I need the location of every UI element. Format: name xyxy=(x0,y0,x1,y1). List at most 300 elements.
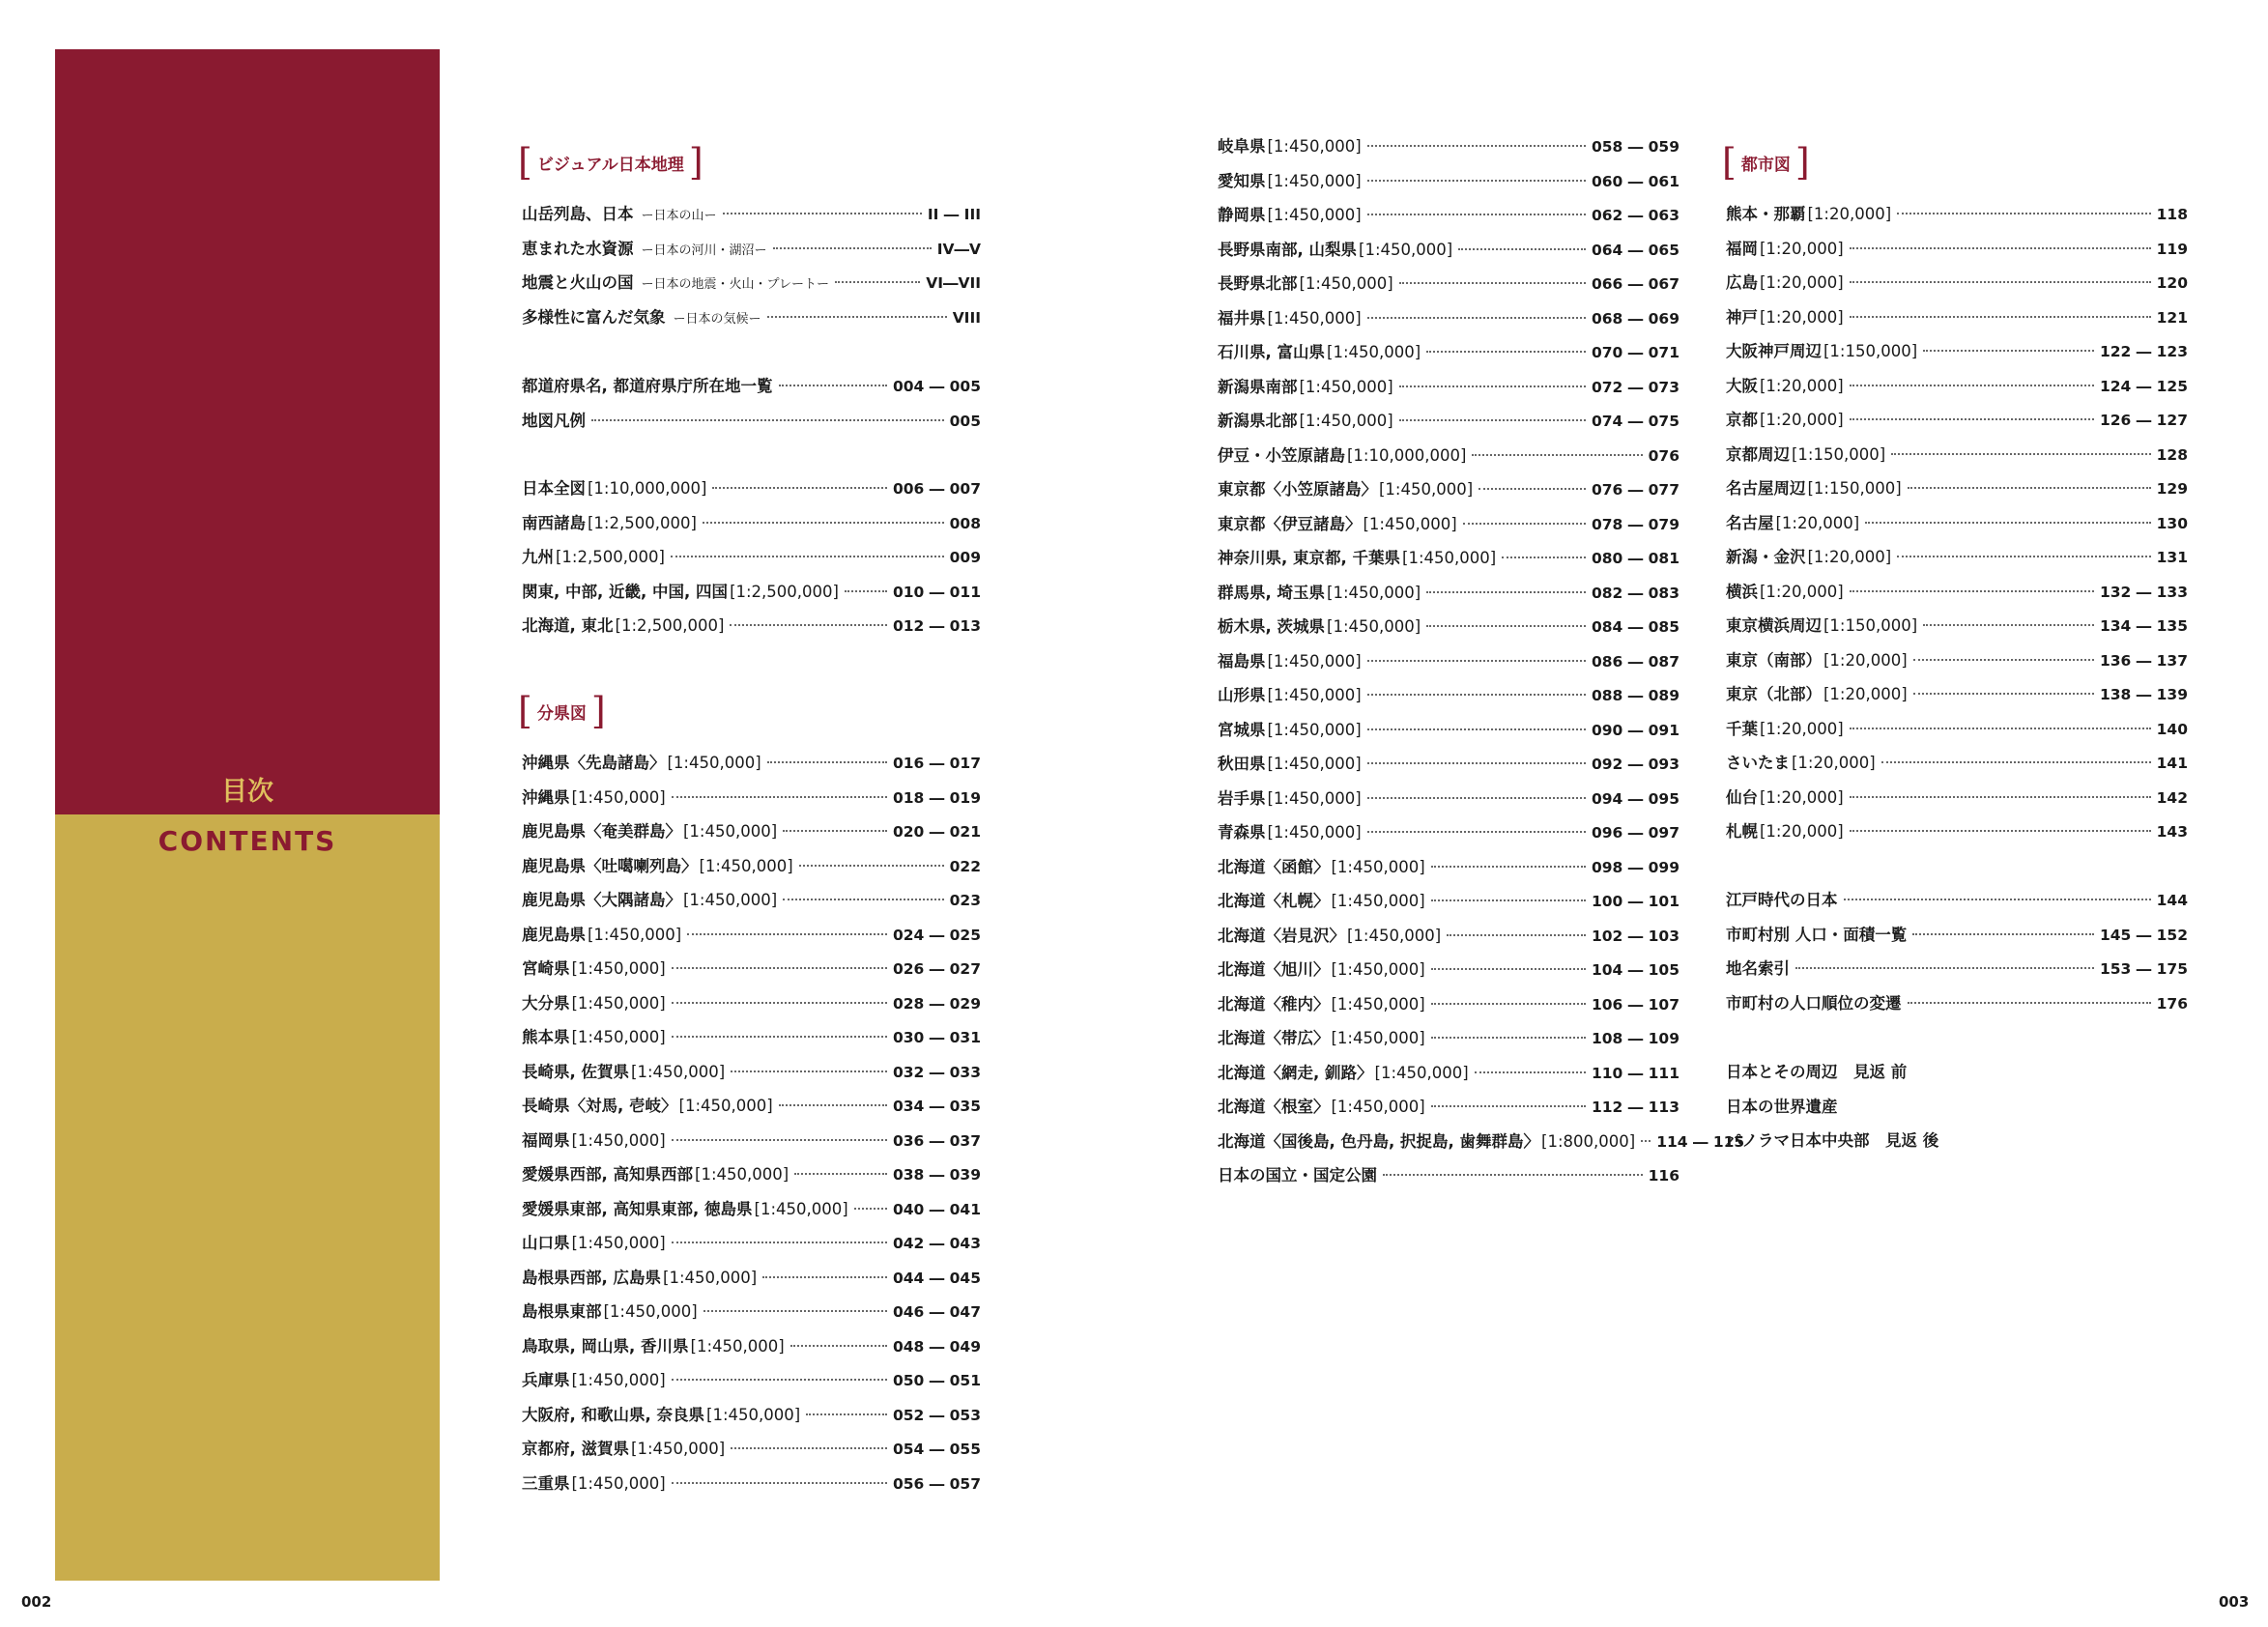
entry-title: 山口県 xyxy=(522,1234,570,1252)
entry-scale: [1:450,000] xyxy=(1267,206,1362,224)
toc-entry[interactable] xyxy=(1218,785,1679,811)
dot-leader xyxy=(1426,625,1586,627)
entry-page: 088 ― 089 xyxy=(1591,687,1679,704)
entry-title: 北海道〈稚内〉 xyxy=(1218,994,1330,1013)
entry-page: 106 ― 107 xyxy=(1591,995,1679,1013)
entry-page: 076 xyxy=(1648,446,1679,465)
toc-entry[interactable] xyxy=(522,510,981,535)
entry-page: 098 ― 099 xyxy=(1591,858,1679,876)
toc-entry[interactable] xyxy=(1218,1060,1679,1085)
toc-entry[interactable] xyxy=(522,1299,981,1324)
right-page-number: 003 xyxy=(2219,1593,2250,1611)
toc-entry[interactable] xyxy=(522,1161,981,1186)
entry-page: 128 xyxy=(2156,445,2188,464)
entry-scale: [1:450,000] xyxy=(571,787,666,807)
section-label: ビジュアル日本地理 xyxy=(536,155,684,175)
entry-title: 江戸時代の日本 xyxy=(1726,891,1838,909)
toc-entry[interactable] xyxy=(522,1436,981,1461)
entry-page: 008 xyxy=(949,514,981,532)
dot-leader xyxy=(1881,761,2151,763)
toc-entry[interactable] xyxy=(1726,956,2188,981)
entry-page: II ― III xyxy=(927,206,981,223)
entry-scale: [1:450,000] xyxy=(695,1165,789,1184)
entry-title: 石川県, 富山県 xyxy=(1218,343,1326,361)
toc-entry[interactable] xyxy=(1218,271,1679,296)
endpaper-entry[interactable] xyxy=(1726,1059,1907,1084)
toc-entry[interactable] xyxy=(1218,923,1679,948)
entry-title: 新潟県南部 xyxy=(1218,377,1298,396)
toc-entry[interactable] xyxy=(522,922,981,947)
dot-leader xyxy=(703,522,944,524)
dot-leader xyxy=(1367,317,1586,319)
dot-leader xyxy=(1399,385,1586,387)
entry-scale: [1:450,000] xyxy=(571,1028,666,1046)
entry-page: 136 ― 137 xyxy=(2099,651,2188,670)
dot-leader xyxy=(1431,1037,1586,1039)
entry-title: 青森県 xyxy=(1218,823,1266,842)
entry-title: 九州 xyxy=(522,548,554,566)
entry-scale: [1:450,000] xyxy=(631,1440,726,1458)
dot-leader xyxy=(1923,624,2094,626)
toc-entry[interactable] xyxy=(1218,682,1679,707)
dot-leader xyxy=(672,1242,887,1243)
entry-title: 福井県 xyxy=(1218,308,1266,328)
entry-title: 沖縄県 xyxy=(522,787,570,807)
entry-title: 福岡県 xyxy=(522,1130,570,1150)
dot-leader xyxy=(1367,728,1586,730)
dot-leader xyxy=(1913,659,2094,661)
entry-page: 054 ― 055 xyxy=(892,1441,981,1458)
entry-scale: [1:450,000] xyxy=(603,1302,698,1321)
toc-entry[interactable] xyxy=(1726,579,2188,604)
entry-scale: [1:2,500,000] xyxy=(615,616,725,635)
entry-scale: [1:450,000] xyxy=(1331,994,1425,1013)
endpaper-entry[interactable] xyxy=(1726,1127,1938,1153)
entry-title: 日本とその周辺 見返 前 xyxy=(1726,1063,1908,1081)
entry-title: 東京（北部） xyxy=(1726,685,1822,703)
toc-entry[interactable] xyxy=(1726,990,2188,1015)
entry-scale: [1:450,000] xyxy=(1267,686,1362,704)
toc-entry[interactable] xyxy=(1218,1162,1679,1187)
entry-scale: [1:450,000] xyxy=(1359,240,1453,259)
toc-entry[interactable] xyxy=(1726,270,2188,295)
toc-entry[interactable] xyxy=(522,475,981,500)
dot-leader xyxy=(1850,830,2151,832)
toc-entry[interactable] xyxy=(522,1470,981,1496)
toc-entry[interactable] xyxy=(1218,545,1679,570)
toc-entry[interactable] xyxy=(1726,304,2188,329)
dot-leader xyxy=(854,1208,887,1210)
entry-page: 153 ― 175 xyxy=(2099,960,2188,978)
entry-scale: [1:20,000] xyxy=(1807,205,1892,223)
toc-entry[interactable] xyxy=(1218,305,1679,330)
toc-entry[interactable] xyxy=(1218,648,1679,673)
toc-entry[interactable] xyxy=(1218,717,1679,742)
toc-entry[interactable] xyxy=(1218,476,1679,501)
toc-entry[interactable] xyxy=(522,1333,981,1358)
entry-scale: [1:450,000] xyxy=(1374,1063,1469,1082)
toc-entry[interactable] xyxy=(1726,201,2188,226)
toc-entry[interactable] xyxy=(1726,442,2188,467)
entry-scale: [1:20,000] xyxy=(1823,685,1908,703)
toc-entry[interactable] xyxy=(1218,374,1679,399)
entry-page: 108 ― 109 xyxy=(1591,1030,1679,1047)
dot-leader xyxy=(1367,797,1586,799)
entry-page: 076 ― 077 xyxy=(1591,481,1679,499)
dot-leader xyxy=(1850,796,2151,798)
section-label: 分県図 xyxy=(536,703,587,724)
entry-title: 北海道〈岩見沢〉 xyxy=(1218,926,1345,945)
entry-title: 福島県 xyxy=(1218,651,1266,671)
entry-page: 124 ― 125 xyxy=(2099,377,2188,395)
entry-page: 048 ― 049 xyxy=(892,1337,981,1356)
toc-entry[interactable] xyxy=(522,1402,981,1427)
entry-scale: [1:20,000] xyxy=(1760,787,1844,807)
entry-page: 130 xyxy=(2156,514,2188,532)
entry-title: 仙台 xyxy=(1726,787,1758,807)
entry-scale: [1:450,000] xyxy=(1267,755,1362,773)
entry-scale: [1:10,000,000] xyxy=(588,479,707,498)
entry-scale: [1:450,000] xyxy=(1299,274,1393,293)
toc-entry[interactable] xyxy=(522,853,981,878)
dot-leader xyxy=(773,247,932,249)
dot-leader xyxy=(731,1447,887,1449)
entry-scale: [1:450,000] xyxy=(1267,788,1362,808)
entry-page: 070 ― 071 xyxy=(1591,344,1679,361)
entry-page: 094 ― 095 xyxy=(1591,789,1679,808)
dot-leader xyxy=(1383,1174,1643,1176)
toc-entry[interactable] xyxy=(522,818,981,843)
entry-title: 札幌 xyxy=(1726,822,1758,841)
entry-page: 020 ― 021 xyxy=(892,823,981,841)
entry-scale: [1:2,500,000] xyxy=(588,513,697,532)
entry-scale: [1:20,000] xyxy=(1823,650,1908,670)
entry-scale: [1:2,500,000] xyxy=(556,548,665,566)
entry-page: 004 ― 005 xyxy=(892,378,981,395)
toc-entry[interactable] xyxy=(1218,580,1679,605)
entry-page: 026 ― 027 xyxy=(892,960,981,978)
entry-page: 141 xyxy=(2156,755,2188,772)
entry-title: 東京横浜周辺 xyxy=(1726,616,1822,635)
entry-page: 042 ― 043 xyxy=(892,1235,981,1252)
entry-page: 143 xyxy=(2156,823,2188,841)
toc-entry[interactable] xyxy=(522,750,981,775)
dot-leader xyxy=(1399,419,1586,421)
dot-leader xyxy=(712,487,887,489)
entry-scale: [1:450,000] xyxy=(667,754,761,772)
dot-leader xyxy=(672,1379,887,1381)
toc-entry[interactable] xyxy=(1218,1025,1679,1050)
entry-scale: [1:450,000] xyxy=(663,1268,758,1287)
entry-page: 074 ― 075 xyxy=(1591,413,1679,430)
entry-title: 兵庫県 xyxy=(522,1371,570,1389)
entry-page: 114 ― 115 xyxy=(1656,1132,1745,1151)
toc-entry[interactable] xyxy=(1726,544,2188,569)
entry-title: 大分県 xyxy=(522,993,570,1013)
entry-scale: [1:150,000] xyxy=(1823,616,1918,635)
toc-entry[interactable] xyxy=(1218,888,1679,913)
entry-title: 大阪 xyxy=(1726,376,1758,395)
section-label: 都市図 xyxy=(1740,155,1791,175)
entry-title: 地名索引 xyxy=(1726,959,1790,978)
toc-entry[interactable] xyxy=(522,785,981,810)
entry-scale: [1:450,000] xyxy=(571,959,666,978)
dot-leader xyxy=(1475,1071,1586,1073)
toc-entry[interactable] xyxy=(522,1367,981,1392)
entry-title: 日本の国立・国定公園 xyxy=(1218,1166,1377,1185)
dot-leader xyxy=(1850,281,2151,283)
toc-entry[interactable] xyxy=(522,1024,981,1049)
dot-leader xyxy=(1795,967,2094,969)
sidebar-gold-block xyxy=(55,814,440,1581)
toc-entry[interactable] xyxy=(522,956,981,981)
dot-leader xyxy=(1923,350,2094,352)
entry-title: 横浜 xyxy=(1726,582,1758,601)
dot-leader xyxy=(767,761,887,763)
dot-leader xyxy=(1367,831,1586,833)
entry-title: 鹿児島県 xyxy=(522,925,586,944)
entry-scale: [1:450,000] xyxy=(1267,137,1362,156)
toc-entry[interactable] xyxy=(1726,613,2188,638)
dot-leader xyxy=(783,899,943,900)
dot-leader xyxy=(1431,1105,1586,1107)
entry-title: 広島 xyxy=(1726,273,1758,292)
toc-entry[interactable] xyxy=(1218,1094,1679,1119)
entry-title: 長野県南部, 山梨県 xyxy=(1218,240,1358,259)
entry-subtitle: ー日本の山ー xyxy=(641,209,717,223)
toc-entry[interactable] xyxy=(1218,1128,1745,1154)
entry-title: パノラマ日本中央部 見返 後 xyxy=(1726,1131,1939,1150)
entry-scale: [1:150,000] xyxy=(1823,342,1918,360)
entry-title: 山岳列島、日本 xyxy=(522,205,634,223)
section-visual-geography xyxy=(518,142,703,183)
entry-scale: [1:450,000] xyxy=(588,925,682,944)
dot-leader xyxy=(799,865,944,867)
entry-page: 132 ― 133 xyxy=(2099,583,2188,601)
entry-title: 伊豆・小笠原諸島 xyxy=(1218,445,1345,465)
toc-entry[interactable] xyxy=(522,613,981,638)
entry-title: 北海道, 東北 xyxy=(522,616,614,635)
entry-page: 080 ― 081 xyxy=(1591,550,1679,567)
toc-entry[interactable] xyxy=(1726,510,2188,535)
toc-entry[interactable] xyxy=(1726,716,2188,741)
toc-entry[interactable] xyxy=(522,1093,981,1118)
bracket-open-icon: [ xyxy=(518,141,532,184)
toc-entry[interactable] xyxy=(1726,373,2188,398)
toc-entry[interactable] xyxy=(522,1230,981,1255)
entry-page: 086 ― 087 xyxy=(1591,652,1679,671)
toc-entry[interactable] xyxy=(1218,819,1679,844)
entry-scale: [1:450,000] xyxy=(1331,960,1425,979)
entry-page: 110 ― 111 xyxy=(1591,1064,1679,1082)
toc-entry[interactable] xyxy=(1726,407,2188,432)
entry-scale: [1:450,000] xyxy=(678,1097,773,1115)
entry-scale: [1:450,000] xyxy=(571,993,666,1013)
entry-scale: [1:450,000] xyxy=(690,1336,785,1356)
toc-entry[interactable] xyxy=(1218,991,1679,1016)
entry-page: 100 ― 101 xyxy=(1591,893,1679,910)
toc-entry[interactable] xyxy=(522,1265,981,1290)
entry-page: 060 ― 061 xyxy=(1591,172,1679,190)
toc-entry[interactable] xyxy=(522,1127,981,1153)
dot-leader xyxy=(1367,762,1586,764)
toc-entry[interactable] xyxy=(1726,750,2188,775)
entry-title: 恵まれた水資源 xyxy=(522,239,634,258)
toc-entry[interactable] xyxy=(1218,854,1679,879)
entry-page: 084 ― 085 xyxy=(1591,618,1679,636)
toc-entry[interactable] xyxy=(1726,785,2188,810)
entry-title: 愛知県 xyxy=(1218,171,1266,190)
entry-page: 062 ― 063 xyxy=(1591,207,1679,224)
toc-entry[interactable] xyxy=(1218,133,1679,158)
entry-page: 112 ― 113 xyxy=(1591,1099,1679,1116)
toc-entry[interactable] xyxy=(1218,442,1679,468)
entry-scale: [1:450,000] xyxy=(1267,651,1362,671)
toc-entry[interactable] xyxy=(1218,511,1679,536)
entry-page: 121 xyxy=(2156,308,2188,327)
dot-leader xyxy=(672,1482,887,1484)
dot-leader xyxy=(762,1276,887,1278)
entry-title: 鹿児島県〈奄美群島〉 xyxy=(522,822,681,841)
entry-page: 023 xyxy=(949,892,981,909)
entry-title: 岩手県 xyxy=(1218,788,1266,808)
entry-scale: [1:450,000] xyxy=(1267,823,1362,842)
entry-title: 福岡 xyxy=(1726,239,1758,258)
entry-page: 028 ― 029 xyxy=(892,994,981,1013)
entry-scale: [1:10,000,000] xyxy=(1347,445,1467,465)
dot-leader xyxy=(835,281,920,283)
toc-entry[interactable] xyxy=(1218,408,1679,433)
dot-leader xyxy=(794,1173,887,1175)
toc-entry[interactable] xyxy=(1726,475,2188,500)
entry-title: 北海道〈網走, 釧路〉 xyxy=(1218,1063,1373,1082)
dot-leader xyxy=(687,933,887,935)
entry-page: 032 ― 033 xyxy=(892,1063,981,1081)
entry-scale: [1:450,000] xyxy=(1331,892,1425,910)
toc-entry[interactable] xyxy=(522,1196,981,1221)
toc-entry[interactable] xyxy=(1218,751,1679,776)
toc-entry[interactable] xyxy=(1726,887,2188,912)
entry-title: 神戸 xyxy=(1726,307,1758,327)
toc-entry[interactable] xyxy=(522,544,981,569)
dot-leader xyxy=(1850,316,2151,318)
dot-leader xyxy=(1850,385,2094,386)
toc-entry[interactable] xyxy=(1726,236,2188,261)
toc-entry[interactable] xyxy=(1726,338,2188,363)
entry-title: 北海道〈旭川〉 xyxy=(1218,960,1330,979)
dot-leader xyxy=(723,213,922,214)
toc-entry[interactable] xyxy=(1726,647,2188,672)
entry-page: 126 ― 127 xyxy=(2099,412,2188,429)
entry-scale: [1:20,000] xyxy=(1760,273,1844,292)
toc-entry[interactable] xyxy=(522,1059,981,1084)
toc-entry[interactable] xyxy=(1218,202,1679,227)
toc-entry[interactable] xyxy=(1218,168,1679,193)
entry-title: 大阪府, 和歌山県, 奈良県 xyxy=(522,1405,705,1424)
endpaper-entry[interactable] xyxy=(1726,1094,1838,1119)
entry-scale: [1:450,000] xyxy=(1267,720,1362,739)
dot-leader xyxy=(806,1413,887,1415)
entry-title: 愛媛県東部, 高知県東部, 徳島県 xyxy=(522,1199,753,1218)
entry-page: VIII xyxy=(952,308,981,327)
toc-entry[interactable] xyxy=(1218,339,1679,364)
dot-leader xyxy=(1865,522,2150,524)
toc-entry[interactable] xyxy=(522,887,981,912)
dot-leader xyxy=(1367,180,1586,182)
bracket-open-icon: [ xyxy=(518,690,532,732)
entry-title: 沖縄県〈先島諸島〉 xyxy=(522,754,666,772)
dot-leader xyxy=(1426,351,1586,353)
bracket-close-icon: ] xyxy=(590,690,606,732)
entry-title: 長崎県〈対馬, 壱岐〉 xyxy=(522,1097,677,1115)
entry-scale: [1:20,000] xyxy=(1760,239,1844,258)
dot-leader xyxy=(1458,248,1586,250)
dot-leader xyxy=(1431,968,1586,970)
dot-leader xyxy=(672,796,887,798)
dot-leader xyxy=(1850,590,2094,592)
toc-entry[interactable] xyxy=(522,201,981,226)
toc-entry[interactable] xyxy=(1218,614,1679,639)
toc-entry[interactable] xyxy=(1726,681,2188,706)
toc-entry[interactable] xyxy=(522,373,981,398)
entry-page: 030 ― 031 xyxy=(892,1029,981,1046)
entry-title: 愛媛県西部, 高知県西部 xyxy=(522,1165,694,1184)
dot-leader xyxy=(1850,247,2151,249)
entry-scale: [1:20,000] xyxy=(1760,376,1844,395)
entry-scale: [1:450,000] xyxy=(683,822,778,841)
toc-entry[interactable] xyxy=(522,236,981,261)
entry-scale: [1:20,000] xyxy=(1807,548,1892,566)
dot-leader xyxy=(1431,866,1586,868)
entry-scale: [1:450,000] xyxy=(1267,308,1362,328)
toc-entry[interactable] xyxy=(1218,237,1679,262)
toc-entry[interactable] xyxy=(522,304,981,329)
toc-entry[interactable] xyxy=(1726,922,2188,947)
entry-page: 046 ― 047 xyxy=(892,1303,981,1321)
contents-title-ja: 目次 xyxy=(221,777,273,807)
entry-scale: [1:20,000] xyxy=(1760,582,1844,601)
dot-leader xyxy=(1913,693,2094,695)
entry-scale: [1:450,000] xyxy=(571,1130,666,1150)
entry-page: 082 ― 083 xyxy=(1591,584,1679,602)
dot-leader xyxy=(591,419,944,421)
entry-page: 050 ― 051 xyxy=(892,1372,981,1389)
dot-leader xyxy=(1641,1140,1651,1142)
entry-page: 078 ― 079 xyxy=(1591,515,1679,533)
entry-scale: [1:20,000] xyxy=(1775,513,1860,532)
toc-entry[interactable] xyxy=(1726,818,2188,843)
entry-page: 012 ― 013 xyxy=(892,617,981,635)
entry-scale: [1:450,000] xyxy=(571,1371,666,1389)
toc-entry[interactable] xyxy=(522,408,981,433)
entry-page: 134 ― 135 xyxy=(2099,617,2188,635)
entry-page: 129 xyxy=(2156,480,2188,498)
entry-scale: [1:800,000] xyxy=(1541,1131,1636,1151)
toc-entry[interactable] xyxy=(522,579,981,604)
entry-page: 090 ― 091 xyxy=(1591,721,1679,739)
entry-scale: [1:450,000] xyxy=(754,1199,848,1218)
entry-page: 040 ― 041 xyxy=(892,1200,981,1218)
entry-page: IV―V xyxy=(936,240,981,258)
dot-leader xyxy=(1472,454,1642,456)
entry-title: 地図凡例 xyxy=(522,411,586,430)
entry-title: 地震と火山の国 xyxy=(522,273,634,292)
toc-entry[interactable] xyxy=(522,270,981,295)
toc-entry[interactable] xyxy=(1218,956,1679,982)
entry-page: 140 xyxy=(2156,720,2188,738)
toc-entry[interactable] xyxy=(522,990,981,1015)
entry-scale: [1:2,500,000] xyxy=(730,582,839,601)
